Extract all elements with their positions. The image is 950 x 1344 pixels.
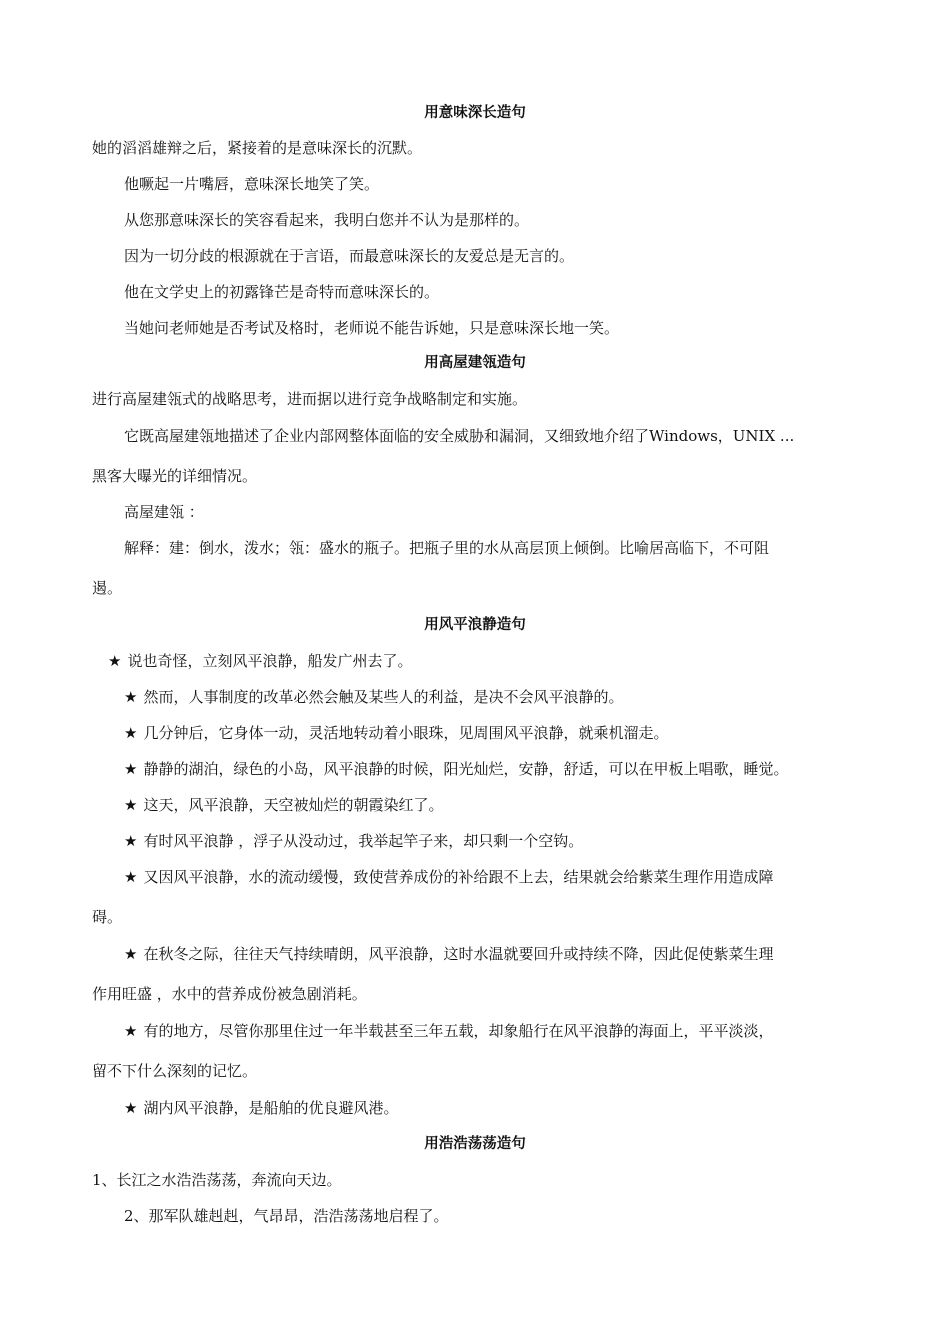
numbered-sentence: 2、那军队雄赳赳，气昂昂，浩浩荡荡地启程了。 [124,1207,449,1225]
definition-continuation: 遏。 [92,579,123,597]
sentence: 因为一切分歧的根源就在于言语，而最意味深长的友爱总是无言的。 [124,247,575,265]
star-icon: ★ [124,868,138,886]
sentence-continuation: 作用旺盛 ，水中的营养成份被急剧消耗。 [92,985,367,1003]
definition: 解释：建：倒水，泼水；瓴：盛水的瓶子。把瓶子里的水从高层顶上倾倒。比喻居高临下，不可阻 [124,539,770,557]
sentence-continuation: 黑客大曝光的详细情况。 [92,467,258,485]
sentence-continuation: 留不下什么深刻的记忆。 [92,1062,258,1080]
star-sentence: ★ 又因风平浪静，水的流动缓慢，致使营养成份的补给跟不上去，结果就会给紫菜生理作用造成障 [124,868,774,886]
star-icon: ★ [124,945,138,963]
star-sentence: ★ 湖内风平浪静，是船舶的优良避风港。 [124,1099,399,1117]
sentence: 进行高屋建瓴式的战略思考，进而据以进行竞争战略制定和实施。 [92,390,528,408]
sentence: 当她问老师她是否考试及格时，老师说不能告诉她，只是意味深长地一笑。 [124,319,620,337]
star-icon: ★ [124,688,138,706]
sentence: 她的滔滔雄辩之后，紧接着的是意味深长的沉默。 [92,139,423,157]
section-heading: 用浩浩荡荡造句 [424,1136,526,1152]
star-icon: ★ [124,796,138,814]
sentence: 从您那意味深长的笑容看起来，我明白您并不认为是那样的。 [124,211,530,229]
star-icon: ★ [124,1022,138,1040]
star-sentence: ★ 静静的湖泊，绿色的小岛，风平浪静的时候，阳光灿烂，安静，舒适，可以在甲板上唱歌，睡觉。 [124,760,789,778]
star-sentence: ★ 说也奇怪，立刻风平浪静，船发广州去了。 [108,652,413,670]
section-heading: 用意味深长造句 [424,105,526,121]
star-sentence: ★ 几分钟后，它身体一动，灵活地转动着小眼珠，见周围风平浪静，就乘机溜走。 [124,724,669,742]
star-sentence: ★ 有时风平浪静 ，浮子从没动过，我举起竿子来，却只剩一个空钩。 [124,832,584,850]
star-icon: ★ [124,832,138,850]
sentence: 它既高屋建瓴地描述了企业内部网整体面临的安全威胁和漏洞，又细致地介绍了Windows，UNIX ... [124,427,795,445]
sentence: 他噘起一片嘴唇，意味深长地笑了笑。 [124,175,380,193]
star-sentence: ★ 这天，风平浪静，天空被灿烂的朝霞染红了。 [124,796,444,814]
numbered-sentence: 1、长江之水浩浩荡荡，奔流向天边。 [92,1171,342,1189]
star-sentence: ★ 有的地方，尽管你那里住过一年半载甚至三年五载，却象船行在风平浪静的海面上，平平淡淡， [124,1022,774,1040]
sentence: 他在文学史上的初露锋芒是奇特而意味深长的。 [124,283,440,301]
star-sentence: ★ 在秋冬之际，往往天气持续晴朗，风平浪静，这时水温就要回升或持续不降，因此促使紫菜生理 [124,945,774,963]
section-heading: 用高屋建瓴造句 [424,355,526,371]
star-sentence: ★ 然而，人事制度的改革必然会触及某些人的利益，是决不会风平浪静的。 [124,688,624,706]
star-icon: ★ [124,760,138,778]
term-label: 高屋建瓴 ： [124,503,204,521]
section-heading: 用风平浪静造句 [424,617,526,633]
sentence-continuation: 碍。 [92,908,123,926]
star-icon: ★ [124,1099,138,1117]
star-icon: ★ [108,652,122,670]
star-icon: ★ [124,724,138,742]
